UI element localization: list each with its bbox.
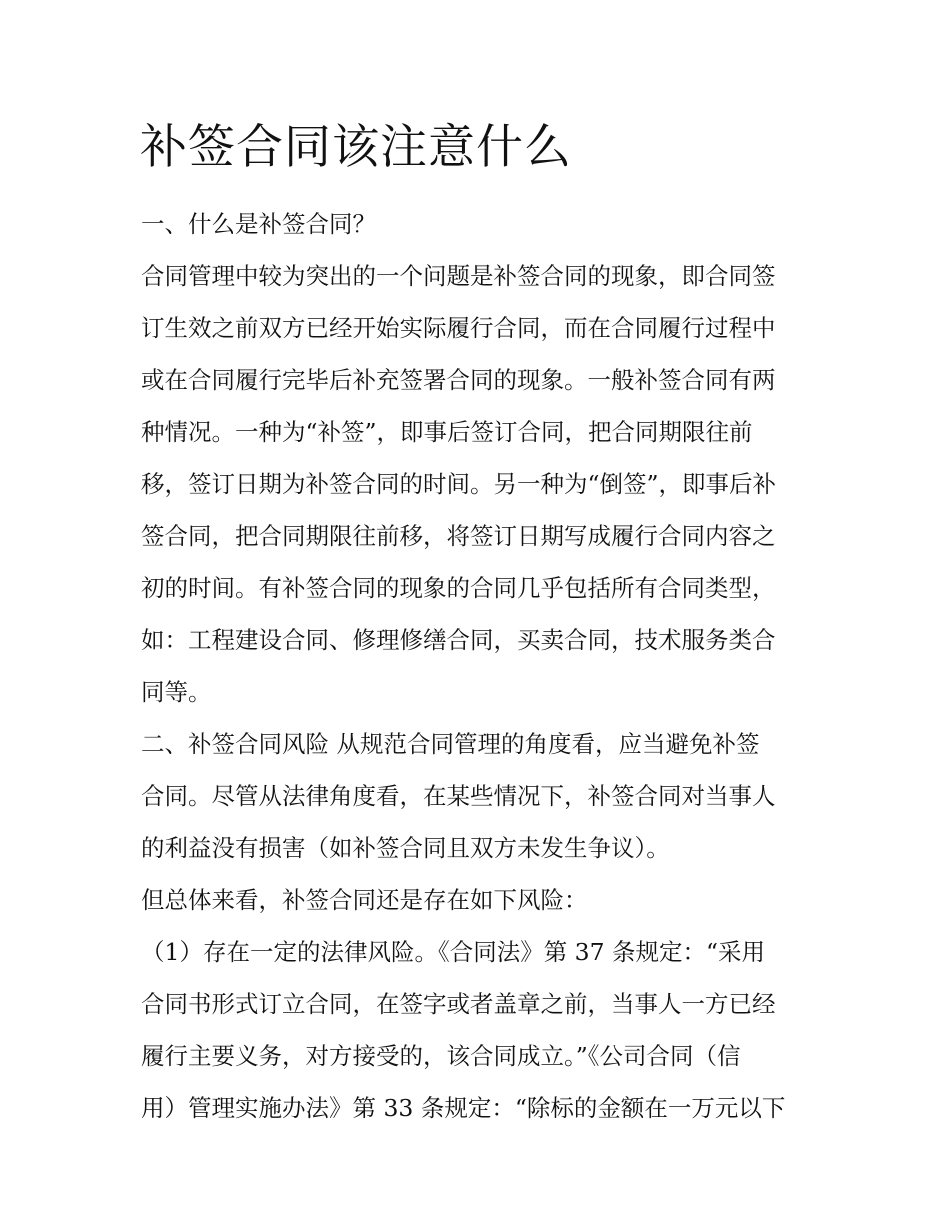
document-title: 补签合同该注意什么 <box>140 120 572 175</box>
list-item-line: （1）存在一定的法律风险。《合同法》第 37 条规定：“采用 <box>141 938 766 966</box>
paragraph-line: 合同管理中较为突出的一个问题是补签合同的现象，即合同签 <box>141 262 776 290</box>
paragraph-line: 移，签订日期为补签合同的时间。另一种为“倒签”，即事后补 <box>141 470 777 498</box>
section-heading-1: 一、什么是补签合同？ <box>141 210 376 238</box>
paragraph-line: 或在合同履行完毕后补充签署合同的现象。一般补签合同有两 <box>141 366 776 394</box>
paragraph-line: 的利益没有损害（如补签合同且双方未发生争议）。 <box>141 834 670 862</box>
paragraph-line: 用）管理实施办法》第 33 条规定：“除标的金额在一万元以下 <box>141 1094 786 1122</box>
paragraph-line: 合同书形式订立合同，在签字或者盖章之前，当事人一方已经 <box>141 990 776 1018</box>
paragraph-line: 如：工程建设合同、修理修缮合同，买卖合同，技术服务类合 <box>141 626 776 654</box>
paragraph-line: 但总体来看，补签合同还是存在如下风险： <box>141 886 588 914</box>
paragraph-line: 签合同，把合同期限往前移，将签订日期写成履行合同内容之 <box>141 522 776 550</box>
section-heading-2: 二、补签合同风险 从规范合同管理的角度看，应当避免补签 <box>141 730 760 758</box>
paragraph-line: 订生效之前双方已经开始实际履行合同，而在合同履行过程中 <box>141 314 776 342</box>
paragraph-line: 种情况。一种为“补签”，即事后签订合同，把合同期限往前 <box>141 418 753 446</box>
paragraph-line: 同等。 <box>141 678 212 706</box>
paragraph-line: 合同。尽管从法律角度看，在某些情况下，补签合同对当事人 <box>141 782 776 810</box>
paragraph-line: 履行主要义务，对方接受的，该合同成立。”《公司合同（信 <box>141 1042 741 1070</box>
paragraph-line: 初的时间。有补签合同的现象的合同几乎包括所有合同类型， <box>141 574 776 602</box>
document-body <box>141 198 821 1134</box>
